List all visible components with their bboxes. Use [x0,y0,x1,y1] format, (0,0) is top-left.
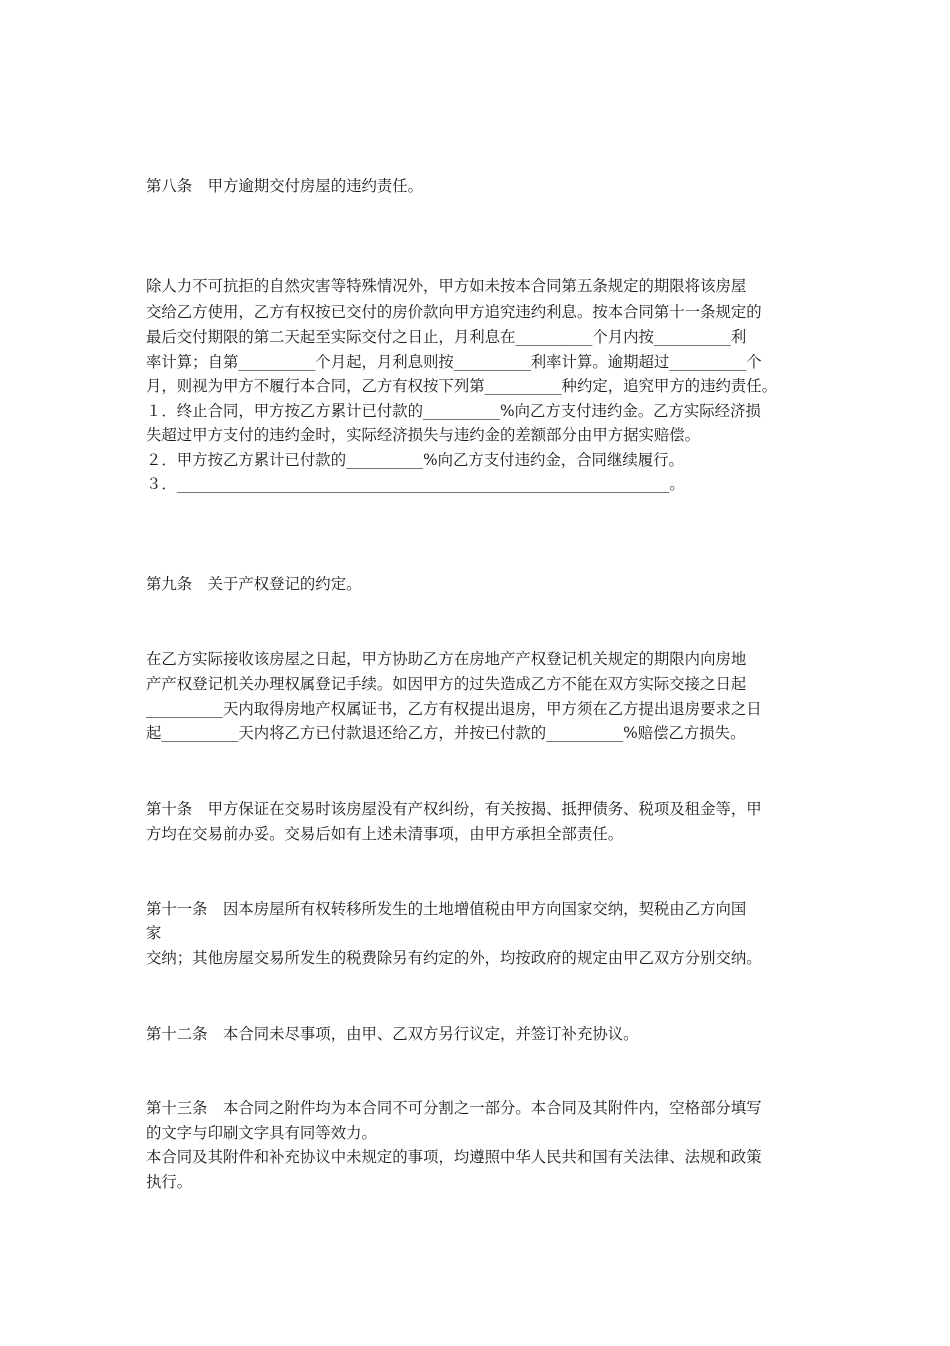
article9-line-4: 起__________天内将乙方已付款退还给乙方，并按已付款的__________%赔偿乙方损失。 [146,724,746,742]
article8-line-3: 最后交付期限的第二天起至实际交付之日止，月利息在__________个月内按__________利 [146,328,747,346]
article12-line-1: 第十二条 本合同未尽事项，由甲、乙双方另行议定，并签订补充协议。 [146,1025,639,1043]
article13-line-1: 第十三条 本合同之附件均为本合同不可分割之一部分。本合同及其附件内，空格部分填写 [146,1099,762,1117]
article11-line-1: 第十一条 因本房屋所有权转移所发生的土地增值税由甲方向国家交纳，契税由乙方向国 [146,900,747,918]
article11-line-2: 家 [146,924,162,942]
article9-line-1: 在乙方实际接收该房屋之日起，甲方协助乙方在房地产产权登记机关规定的期限内向房地 [146,650,747,668]
article8-clause-3: ３．________________________________________________________________。 [146,475,685,493]
article9-line-3: __________天内取得房地产权属证书，乙方有权提出退房，甲方须在乙方提出退房要求之日 [146,700,762,718]
article10-line-2: 方均在交易前办妥。交易后如有上述未清事项，由甲方承担全部责任。 [146,825,624,843]
article9-heading: 第九条 关于产权登记的约定。 [146,575,362,593]
article8-heading: 第八条 甲方逾期交付房屋的违约责任。 [146,177,424,195]
article9-line-2: 产产权登记机关办理权属登记手续。如因甲方的过失造成乙方不能在双方实际交接之日起 [146,675,747,693]
article8-line-2: 交给乙方使用，乙方有权按已交付的房价款向甲方追究违约利息。按本合同第十一条规定的 [146,303,762,321]
article13-line-3: 本合同及其附件和补充协议中未规定的事项，均遵照中华人民共和国有关法律、法规和政策 [146,1148,762,1166]
article8-line-5: 月，则视为甲方不履行本合同，乙方有权按下列第__________种约定，追究甲方的违约责任。 [146,377,778,395]
article13-line-4: 执行。 [146,1173,193,1191]
article8-clause-1-cont: 失超过甲方支付的违约金时，实际经济损失与违约金的差额部分由甲方据实赔偿。 [146,426,701,444]
article8-line-4: 率计算；自第__________个月起，月利息则按__________利率计算。逾期超过__________个 [146,353,762,371]
article10-line-1: 第十条 甲方保证在交易时该房屋没有产权纠纷，有关按揭、抵押债务、税项及租金等，甲 [146,800,762,818]
article13-line-2: 的文字与印刷文字具有同等效力。 [146,1124,377,1142]
article11-line-3: 交纳；其他房屋交易所发生的税费除另有约定的外，均按政府的规定由甲乙双方分别交纳。 [146,949,762,967]
article8-line-1: 除人力不可抗拒的自然灾害等特殊情况外，甲方如未按本合同第五条规定的期限将该房屋 [146,277,747,295]
article8-clause-2: ２．甲方按乙方累计已付款的__________%向乙方支付违约金，合同继续履行。 [146,451,684,469]
article8-clause-1: １．终止合同，甲方按乙方累计已付款的__________%向乙方支付违约金。乙方实际经济损 [146,402,761,420]
